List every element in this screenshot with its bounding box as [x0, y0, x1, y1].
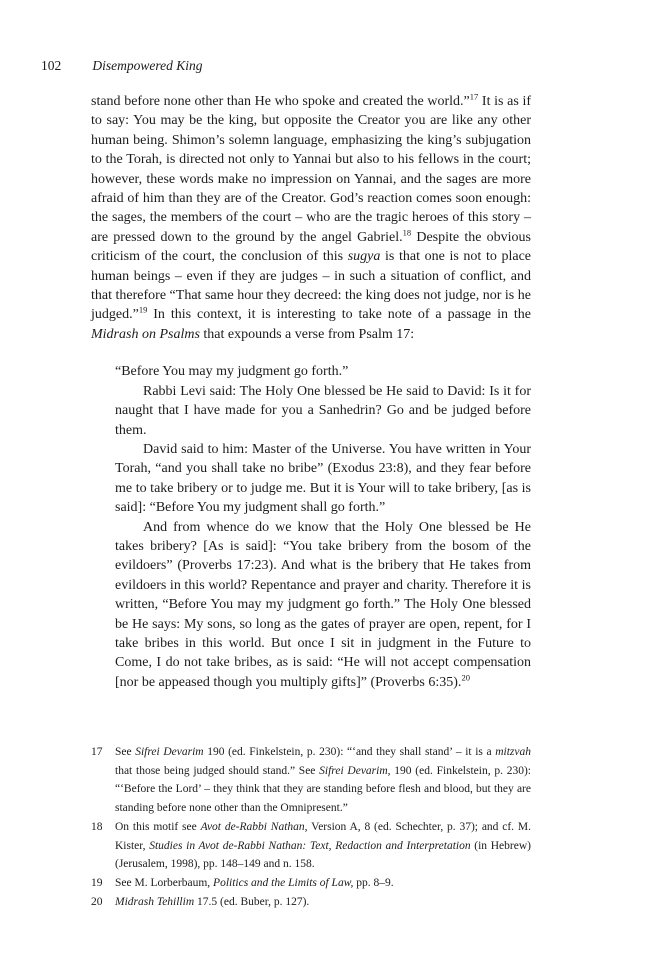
- italic-text: mitzvah: [495, 746, 531, 758]
- text-run: It is as if to say: You may be the king, but opposite the Creator you are like any other human being. Shimon’s solemn language, emphasizing the king’s subjugation to the Torah, is directed not only to Yannai but also to his fellows in the court; however, these words make no impression on Yannai, and the sages are more afraid of him than they are of the Creator. God’s reaction comes soon enough: the sages, the members of the court – who are the tragic heroes of this story – are pressed down to the ground by the angel Gabriel.: [91, 94, 531, 245]
- italic-text: Politics and the Limits of Law,: [213, 876, 354, 889]
- italic-text: Sifrei Devarim,: [319, 764, 391, 777]
- quote-paragraph: [115, 518, 531, 693]
- footnote-18: [91, 818, 531, 874]
- footnotes: [91, 743, 531, 911]
- text-run: Version A, 8 (ed. Schechter, p. 37); and cf. M. Kister,: [115, 820, 531, 852]
- text-run: On this motif see: [115, 820, 201, 833]
- block-quote: [115, 362, 531, 692]
- text-run: is that one is not to place human beings – even if they are judges – in such a situation of conflict, and that therefore “That same hour they decreed: the king does not judge, nor is he judged.”: [91, 249, 531, 323]
- italic-text: Midrash on Psalms: [91, 326, 200, 342]
- text-run: Despite the obvious criticism of the court, the conclusion of this: [91, 229, 531, 265]
- text-run: (in Hebrew) (Jerusalem, 1998), pp. 148–149 and n. 158.: [115, 839, 531, 871]
- footnote-ref: 17: [469, 91, 479, 102]
- text-run: that those being judged should stand.” See: [115, 764, 320, 777]
- main-text: [91, 92, 531, 692]
- italic-text: sugya: [347, 249, 381, 265]
- italic-text: Midrash Tehillim: [115, 895, 195, 908]
- footnote-number: 18: [91, 820, 103, 833]
- text-run: that expounds a verse from Psalm 17:: [199, 326, 415, 342]
- text-run: pp. 8–9.: [353, 876, 394, 889]
- text-run: Rabbi Levi said: The Holy One blessed be He said to David: Is it for naught that I have made for you a Sanhedrin? Go and be judged before them.: [115, 383, 531, 438]
- footnote-19: [91, 874, 531, 893]
- footnote-number: 17: [91, 746, 103, 758]
- footnote-ref: 19: [138, 304, 148, 315]
- footnote-ref: 20: [461, 672, 470, 683]
- footnote-number: 19: [91, 876, 103, 889]
- page-number: 102: [41, 58, 62, 73]
- quote-paragraph: [115, 440, 531, 518]
- body-paragraph: [91, 92, 531, 344]
- text-run: See: [115, 746, 136, 758]
- text-run: stand before none other than He who spoke and created the world.”: [91, 94, 470, 109]
- text-run: See M. Lorberbaum,: [115, 876, 214, 889]
- running-header: [41, 58, 203, 74]
- text-run: 190 (ed. Finkelstein, p. 230): “‘Before the Lord’ – they think that they are standing before flesh and blood, but they are standing before none other than the Omnipresent.”: [115, 764, 531, 815]
- text-run: In this context, it is interesting to take note of a passage in the: [147, 307, 531, 323]
- text-run: And from whence do we know that the Holy One blessed be He takes bribery? [As is said]: “You take bribery from the bosom of the evildoers” (Proverbs 17:23). And what is the bribery that He takes from evildoers in this world? Repentance and prayer and charity. Therefore it is written, “Before You may my judgment go forth.” The Holy One blessed be He says: My sons, so long as the gates of prayer are open, repent, for I take bribes in this world. But once I sit in judgment in the Future to Come, I do not take bribes, as is said: “He will not accept compensation [nor be appeased though you multiply gifts]” (Proverbs 6:35).: [115, 519, 531, 690]
- quote-paragraph: [115, 382, 531, 440]
- footnote-17: [91, 743, 531, 818]
- footnote-ref: 18: [402, 227, 412, 238]
- text-run: David said to him: Master of the Universe. You have written in Your Torah, “and you shall take no bribe” (Exodus 23:8), and they fear before me to take bribery or to judge me. But it is Your will to take bribery, [as is said]: “Before You my judgment shall go forth.”: [115, 441, 531, 516]
- footnote-number: 20: [91, 895, 103, 908]
- italic-text: Avot de-Rabbi Nathan,: [200, 820, 308, 833]
- text-run: 190 (ed. Finkelstein, p. 230): “‘and they shall stand’ – it is a: [203, 746, 496, 758]
- quote-verse: [115, 362, 531, 381]
- italic-text: Studies in Avot de-Rabbi Nathan: Text, Redaction and Interpretation: [149, 839, 471, 852]
- italic-text: Sifrei Devarim: [135, 746, 204, 758]
- footnote-20: [91, 893, 531, 912]
- text-run: 17.5 (ed. Buber, p. 127).: [194, 895, 310, 908]
- text-run: “Before You may my judgment go forth.”: [115, 364, 349, 380]
- running-title: Disempowered King: [92, 58, 203, 73]
